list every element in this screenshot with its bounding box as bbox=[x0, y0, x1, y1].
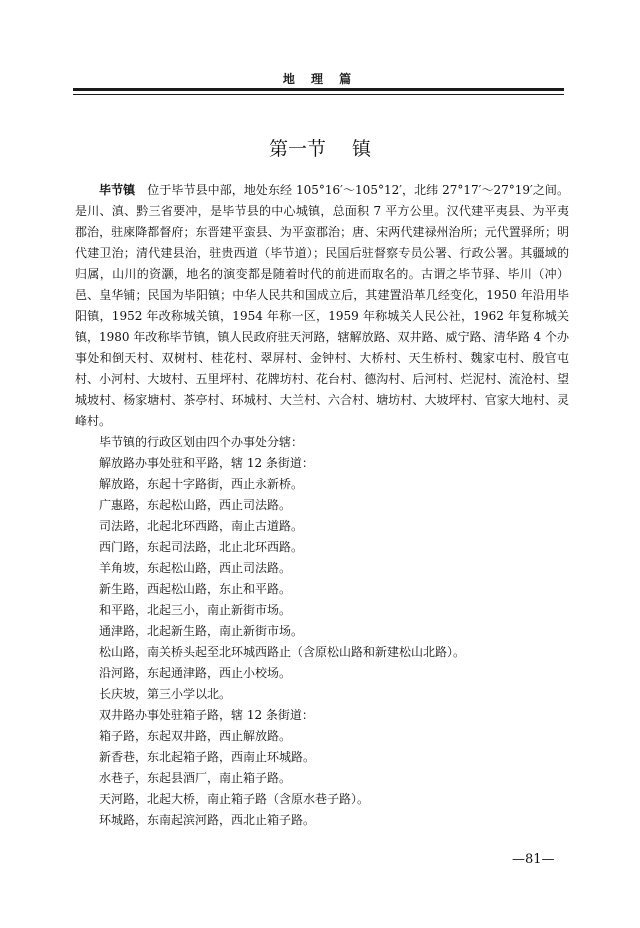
section-title-number: 第一节 bbox=[268, 138, 326, 160]
body-text bbox=[75, 180, 569, 831]
header-rule-thin bbox=[73, 94, 564, 95]
text-line: 和平路，北起三小，南止新街市场。 bbox=[99, 603, 292, 617]
text-line: 新生路，西起松山路，东止和平路。 bbox=[99, 582, 292, 596]
text-line: 沿河路，东起通津路，西止小校场。 bbox=[99, 666, 292, 680]
text-line: 双井路办事处驻箱子路，辖 12 条街道： bbox=[99, 708, 314, 722]
text-line: 解放路办事处驻和平路，辖 12 条街道： bbox=[99, 456, 314, 470]
text-line: 通津路，北起新生路，南止新街市场。 bbox=[99, 624, 304, 638]
text-line: 箱子路，东起双井路，西止解放路。 bbox=[99, 729, 292, 743]
text-line: 水巷子，东起县酒厂，南止箱子路。 bbox=[99, 771, 292, 785]
text-line: 松山路，南关桥头起至北环城西路止（含原松山路和新建松山北路）。 bbox=[99, 645, 466, 659]
text-line: 司法路，北起北环西路，南止古道路。 bbox=[99, 519, 304, 533]
text-line: 天河路，北起大桥，南止箱子路（含原水巷子路）。 bbox=[99, 792, 370, 806]
text-line: 广惠路，东起松山路，西止司法路。 bbox=[99, 498, 292, 512]
text-line: 羊角坡，东起松山路，西止司法路。 bbox=[99, 561, 292, 575]
running-header: 地 理 篇 bbox=[282, 72, 358, 86]
header-rule-thick bbox=[73, 88, 564, 91]
intro-paragraph bbox=[75, 180, 569, 432]
section-title-topic: 镇 bbox=[352, 138, 372, 160]
text-line: 长庆坡，第三小学以北。 bbox=[99, 687, 232, 701]
intro-term: 毕节镇 bbox=[99, 183, 136, 197]
text-line: 西门路，东起司法路，北止北环西路。 bbox=[99, 540, 304, 554]
text-line: 解放路，东起十字路街，西止永新桥。 bbox=[99, 477, 304, 491]
text-line: 新香巷，东北起箱子路，西南止环城路。 bbox=[99, 750, 316, 764]
text-line: 毕节镇的行政区划由四个办事处分辖： bbox=[99, 435, 304, 449]
text-line: 环城路，东南起滨河路，西北止箱子路。 bbox=[99, 813, 316, 827]
section-title bbox=[0, 134, 640, 161]
page-number: —81— bbox=[512, 852, 555, 867]
intro-text: 位于毕节县中部，地处东经 105°16′～105°12′，北纬 27°17′～27°19′之间。是川、滇、黔三省要冲，是毕节县的中心城镇，总面积 7 平方公里。汉代建平夷县、为平夷郡治，驻庲降都督府；东晋建平蛮县、为平蛮郡治；唐、宋两代建禄州治所；元代置驿所；明代建卫治；清代建县治，驻贵西道（毕节道）；民国后驻督察专员公署、行政公署。其疆域的归属，山川的资灏，地名的演变都是随着时代的前进而取名的。古谓之毕节驿、毕川（冲）邑、皇华铺；民国为毕阳镇；中华人民共和国成立后，其建置沿革几经变化，1950 年沿用毕阳镇，1952 年改称城关镇，1954 年称一区，1959 年称城关人民公社，1962 年复称城关镇，1980 年改称毕节镇，镇人民政府驻天河路，辖解放路、双井路、威宁路、清华路 4 个办事处和倒天村、双树村、桂花村、翠屏村、金钟村、大桥村、天生桥村、魏家屯村、殷官屯村、小河村、大坡村、五里坪村、花牌坊村、花台村、德沟村、后河村、烂泥村、流沧村、望城坡村、杨家塘村、茶亭村、环城村、大兰村、六合村、塘坊村、大坡坪村、官家大地村、灵峰村。 bbox=[75, 183, 569, 428]
